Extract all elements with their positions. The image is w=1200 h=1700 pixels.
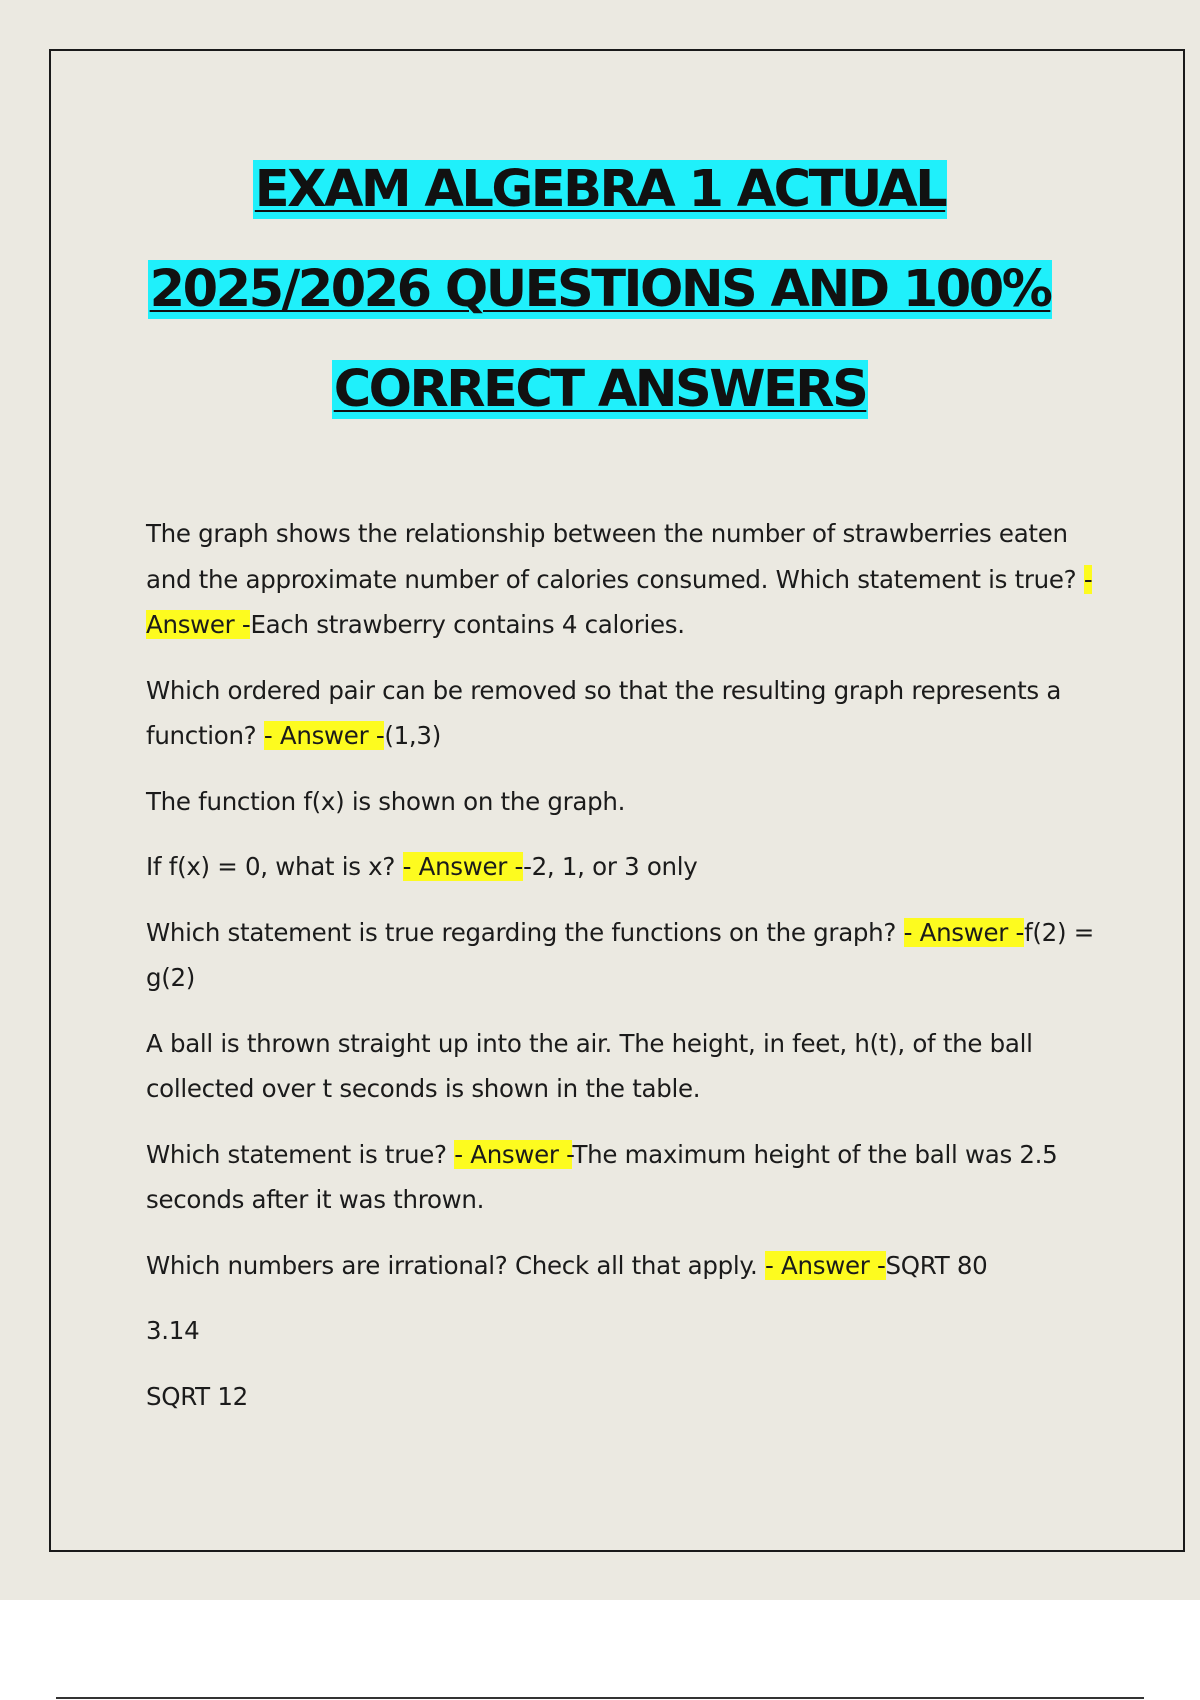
text-item bbox=[146, 1308, 1096, 1354]
title-line-1-text: EXAM ALGEBRA 1 ACTUAL bbox=[254, 160, 946, 219]
answer-text: The maximum height of the ball was 2.5 seconds after it was thrown. bbox=[146, 1139, 1058, 1214]
next-page-edge bbox=[56, 1697, 1144, 1699]
question-text: The graph shows the relationship between the number of strawberries eaten and the approximate number of calories consumed. Which statement is true? bbox=[146, 519, 1084, 594]
answer-marker: - Answer - bbox=[454, 1139, 573, 1169]
statement-text: A ball is thrown straight up into the air. The height, in feet, h(t), of the ball collected over t seconds is shown in the table. bbox=[146, 1028, 1033, 1103]
text-item bbox=[146, 1021, 1096, 1112]
answer-text: -2, 1, or 3 only bbox=[523, 852, 698, 881]
answer-option-text: SQRT 12 bbox=[146, 1381, 248, 1411]
answer-marker: - Answer - bbox=[765, 1250, 886, 1280]
qa-item bbox=[146, 1243, 1096, 1289]
statement-text: The function f(x) is shown on the graph. bbox=[146, 786, 626, 816]
text-item bbox=[146, 1374, 1096, 1420]
question-text: Which ordered pair can be removed so that the resulting graph represents a function? bbox=[146, 675, 1062, 750]
text-item bbox=[146, 779, 1096, 825]
qa-item bbox=[146, 511, 1096, 648]
answer-marker: - Answer - bbox=[146, 564, 1093, 639]
answer-text: f(2) = g(2) bbox=[146, 917, 1094, 992]
answer-marker: - Answer - bbox=[402, 852, 524, 881]
answer-marker: - Answer - bbox=[263, 721, 385, 750]
title-line-3 bbox=[0, 340, 1200, 440]
answer-text: SQRT 80 bbox=[885, 1250, 988, 1280]
qa-item bbox=[146, 1132, 1096, 1223]
qa-item bbox=[146, 910, 1096, 1001]
answer-text: (1,3) bbox=[384, 721, 441, 750]
answer-text: Each strawberry contains 4 calories. bbox=[250, 610, 685, 639]
qa-item bbox=[146, 668, 1096, 759]
answer-option-text: 3.14 bbox=[146, 1316, 200, 1345]
question-text: If f(x) = 0, what is x? bbox=[146, 852, 403, 881]
question-list bbox=[146, 511, 1096, 1439]
question-text: Which numbers are irrational? Check all that apply. bbox=[146, 1250, 766, 1280]
title-line-3-text: CORRECT ANSWERS bbox=[333, 360, 867, 419]
title-line-2 bbox=[0, 240, 1200, 340]
qa-item bbox=[146, 844, 1096, 890]
document-title bbox=[0, 140, 1200, 440]
question-text: Which statement is true? bbox=[146, 1139, 455, 1169]
title-line-1 bbox=[0, 140, 1200, 240]
question-text: Which statement is true regarding the functions on the graph? bbox=[146, 917, 904, 947]
title-line-2-text: 2025/2026 QUESTIONS AND 100% bbox=[149, 260, 1051, 319]
answer-marker: - Answer - bbox=[903, 917, 1025, 947]
